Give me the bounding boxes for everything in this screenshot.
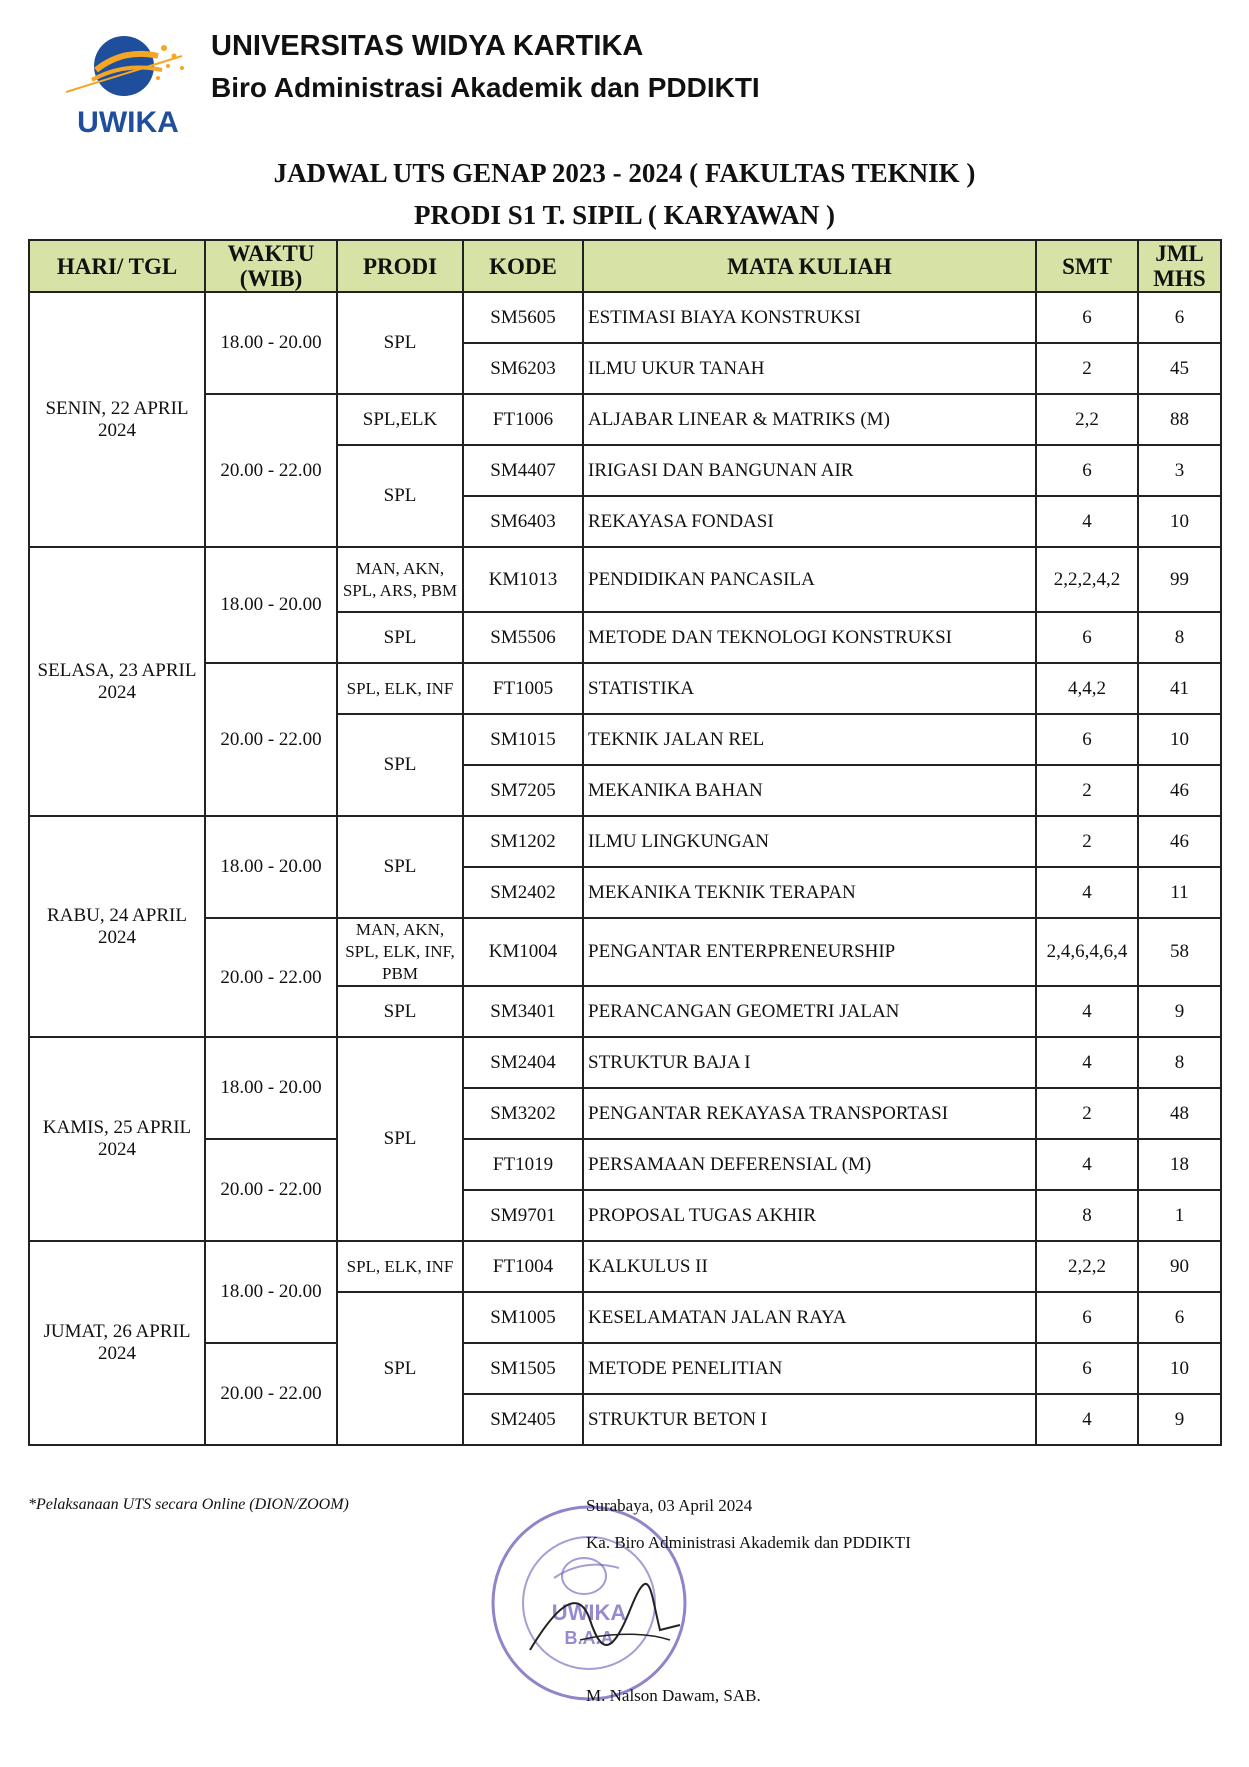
jml-cell: 9	[1138, 986, 1221, 1037]
prodi-cell: SPL	[337, 816, 463, 918]
document-subtitle: PRODI S1 T. SIPIL ( KARYAWAN )	[414, 200, 835, 230]
time-cell: 18.00 - 20.00	[205, 1037, 337, 1139]
kode-cell: SM5506	[463, 612, 583, 663]
jml-cell: 8	[1138, 1037, 1221, 1088]
prodi-cell: SPL	[337, 1292, 463, 1445]
mata-kuliah-cell: PENDIDIKAN PANCASILA	[583, 547, 1036, 612]
header-jml: JML MHS	[1138, 240, 1221, 292]
smt-cell: 6	[1036, 445, 1138, 496]
smt-cell: 4	[1036, 986, 1138, 1037]
prodi-cell: SPL	[337, 1037, 463, 1241]
mata-kuliah-cell: METODE DAN TEKNOLOGI KONSTRUKSI	[583, 612, 1036, 663]
kode-cell: SM3202	[463, 1088, 583, 1139]
header-mata-kuliah: MATA KULIAH	[583, 240, 1036, 292]
mata-kuliah-cell: KESELAMATAN JALAN RAYA	[583, 1292, 1036, 1343]
jml-cell: 88	[1138, 394, 1221, 445]
smt-cell: 6	[1036, 1292, 1138, 1343]
document-title: JADWAL UTS GENAP 2023 - 2024 ( FAKULTAS TEKNIK )	[273, 158, 976, 188]
mata-kuliah-cell: PENGANTAR ENTERPRENEURSHIP	[583, 918, 1036, 986]
jml-cell: 46	[1138, 816, 1221, 867]
time-cell: 18.00 - 20.00	[205, 547, 337, 663]
university-name: UNIVERSITAS WIDYA KARTIKA	[211, 30, 644, 62]
time-cell: 20.00 - 22.00	[205, 1343, 337, 1445]
table-row	[29, 394, 1221, 445]
smt-cell: 6	[1036, 714, 1138, 765]
mata-kuliah-cell: ILMU LINGKUNGAN	[583, 816, 1036, 867]
time-cell: 20.00 - 22.00	[205, 394, 337, 547]
kode-cell: SM9701	[463, 1190, 583, 1241]
smt-cell: 6	[1036, 292, 1138, 343]
smt-cell: 2,2	[1036, 394, 1138, 445]
jml-cell: 46	[1138, 765, 1221, 816]
jml-cell: 3	[1138, 445, 1221, 496]
mata-kuliah-cell: ILMU UKUR TANAH	[583, 343, 1036, 394]
mata-kuliah-cell: ESTIMASI BIAYA KONSTRUKSI	[583, 292, 1036, 343]
prodi-cell: SPL	[337, 292, 463, 394]
smt-cell: 2	[1036, 1088, 1138, 1139]
mata-kuliah-cell: IRIGASI DAN BANGUNAN AIR	[583, 445, 1036, 496]
time-cell: 20.00 - 22.00	[205, 663, 337, 816]
table-row	[29, 663, 1221, 714]
mata-kuliah-cell: TEKNIK JALAN REL	[583, 714, 1036, 765]
jml-cell: 6	[1138, 1292, 1221, 1343]
time-cell: 18.00 - 20.00	[205, 292, 337, 394]
time-cell: 20.00 - 22.00	[205, 918, 337, 1037]
table-row	[29, 547, 1221, 612]
kode-cell: SM5605	[463, 292, 583, 343]
jml-cell: 99	[1138, 547, 1221, 612]
kode-cell: FT1005	[463, 663, 583, 714]
smt-cell: 2	[1036, 816, 1138, 867]
header-kode: KODE	[463, 240, 583, 292]
prodi-cell: SPL,ELK	[337, 394, 463, 445]
mata-kuliah-cell: MEKANIKA BAHAN	[583, 765, 1036, 816]
svg-text:B.A.A: B.A.A	[564, 1628, 614, 1648]
jml-cell: 10	[1138, 714, 1221, 765]
kode-cell: FT1006	[463, 394, 583, 445]
online-note: *Pelaksanaan UTS secara Online (DION/ZOOM)	[28, 1496, 349, 1513]
kode-cell: SM1015	[463, 714, 583, 765]
prodi-cell: SPL	[337, 445, 463, 547]
jml-cell: 48	[1138, 1088, 1221, 1139]
kode-cell: SM1005	[463, 1292, 583, 1343]
table-row	[29, 1037, 1221, 1088]
signature-icon	[520, 1580, 690, 1670]
smt-cell: 2,4,6,4,6,4	[1036, 918, 1138, 986]
smt-cell: 2,2,2	[1036, 1241, 1138, 1292]
smt-cell: 4	[1036, 867, 1138, 918]
smt-cell: 4,4,2	[1036, 663, 1138, 714]
prodi-cell: MAN, AKN, SPL, ARS, PBM	[337, 547, 463, 612]
table-row	[29, 1241, 1221, 1292]
time-cell: 20.00 - 22.00	[205, 1139, 337, 1241]
smt-cell: 6	[1036, 612, 1138, 663]
kode-cell: FT1019	[463, 1139, 583, 1190]
prodi-cell: SPL, ELK, INF	[337, 1241, 463, 1292]
jml-cell: 45	[1138, 343, 1221, 394]
jml-cell: 9	[1138, 1394, 1221, 1445]
jml-cell: 58	[1138, 918, 1221, 986]
organization-header	[211, 26, 760, 110]
jml-cell: 8	[1138, 612, 1221, 663]
mata-kuliah-cell: PENGANTAR REKAYASA TRANSPORTASI	[583, 1088, 1036, 1139]
mata-kuliah-cell: PROPOSAL TUGAS AKHIR	[583, 1190, 1036, 1241]
mata-kuliah-cell: STRUKTUR BAJA I	[583, 1037, 1036, 1088]
kode-cell: SM6203	[463, 343, 583, 394]
mata-kuliah-cell: METODE PENELITIAN	[583, 1343, 1036, 1394]
day-cell: RABU, 24 APRIL 2024	[29, 816, 205, 1037]
prodi-cell: SPL	[337, 714, 463, 816]
table-row	[29, 292, 1221, 343]
jml-cell: 1	[1138, 1190, 1221, 1241]
jml-cell: 90	[1138, 1241, 1221, 1292]
kode-cell: SM3401	[463, 986, 583, 1037]
kode-cell: SM7205	[463, 765, 583, 816]
kode-cell: SM2405	[463, 1394, 583, 1445]
mata-kuliah-cell: KALKULUS II	[583, 1241, 1036, 1292]
day-cell: SENIN, 22 APRIL 2024	[29, 292, 205, 547]
smt-cell: 4	[1036, 1394, 1138, 1445]
smt-cell: 4	[1036, 496, 1138, 547]
mata-kuliah-cell: MEKANIKA TEKNIK TERAPAN	[583, 867, 1036, 918]
jml-cell: 10	[1138, 1343, 1221, 1394]
logo-text: UWIKA	[77, 106, 179, 138]
prodi-cell: SPL, ELK, INF	[337, 663, 463, 714]
jml-cell: 18	[1138, 1139, 1221, 1190]
mata-kuliah-cell: STRUKTUR BETON I	[583, 1394, 1036, 1445]
table-row	[29, 1139, 1221, 1190]
svg-text:UWIKA: UWIKA	[551, 1600, 627, 1625]
prodi-cell: SPL	[337, 986, 463, 1037]
smt-cell: 2	[1036, 765, 1138, 816]
signer-name: M. Nalson Dawam, SAB.	[586, 1686, 761, 1705]
kode-cell: FT1004	[463, 1241, 583, 1292]
table-row	[29, 918, 1221, 986]
place-date: Surabaya, 03 April 2024	[586, 1496, 753, 1515]
smt-cell: 2,2,2,4,2	[1036, 547, 1138, 612]
kode-cell: KM1013	[463, 547, 583, 612]
smt-cell: 6	[1036, 1343, 1138, 1394]
kode-cell: SM6403	[463, 496, 583, 547]
jml-cell: 41	[1138, 663, 1221, 714]
mata-kuliah-cell: PERANCANGAN GEOMETRI JALAN	[583, 986, 1036, 1037]
kode-cell: SM2404	[463, 1037, 583, 1088]
table-row	[29, 1343, 1221, 1394]
bureau-name: Biro Administrasi Akademik dan PDDIKTI	[211, 72, 760, 103]
jml-cell: 6	[1138, 292, 1221, 343]
header-smt: SMT	[1036, 240, 1138, 292]
mata-kuliah-cell: ALJABAR LINEAR & MATRIKS (M)	[583, 394, 1036, 445]
table-row	[29, 816, 1221, 867]
mata-kuliah-cell: PERSAMAAN DEFERENSIAL (M)	[583, 1139, 1036, 1190]
header-prodi: PRODI	[337, 240, 463, 292]
header-waktu: WAKTU (WIB)	[205, 240, 337, 292]
day-cell: JUMAT, 26 APRIL 2024	[29, 1241, 205, 1445]
signer-position: Ka. Biro Administrasi Akademik dan PDDIKTI	[586, 1533, 911, 1552]
kode-cell: KM1004	[463, 918, 583, 986]
exam-schedule-table	[28, 239, 1222, 1446]
mata-kuliah-cell: STATISTIKA	[583, 663, 1036, 714]
table-header-row	[29, 240, 1221, 292]
mata-kuliah-cell: REKAYASA FONDASI	[583, 496, 1036, 547]
uwika-logo	[62, 26, 202, 138]
kode-cell: SM1505	[463, 1343, 583, 1394]
prodi-cell: SPL	[337, 612, 463, 663]
jml-cell: 10	[1138, 496, 1221, 547]
kode-cell: SM2402	[463, 867, 583, 918]
time-cell: 18.00 - 20.00	[205, 816, 337, 918]
smt-cell: 4	[1036, 1037, 1138, 1088]
smt-cell: 2	[1036, 343, 1138, 394]
time-cell: 18.00 - 20.00	[205, 1241, 337, 1343]
smt-cell: 8	[1036, 1190, 1138, 1241]
jml-cell: 11	[1138, 867, 1221, 918]
kode-cell: SM1202	[463, 816, 583, 867]
header-hari: HARI/ TGL	[29, 240, 205, 292]
day-cell: KAMIS, 25 APRIL 2024	[29, 1037, 205, 1241]
prodi-cell: MAN, AKN, SPL, ELK, INF, PBM	[337, 918, 463, 986]
kode-cell: SM4407	[463, 445, 583, 496]
smt-cell: 4	[1036, 1139, 1138, 1190]
day-cell: SELASA, 23 APRIL 2024	[29, 547, 205, 816]
